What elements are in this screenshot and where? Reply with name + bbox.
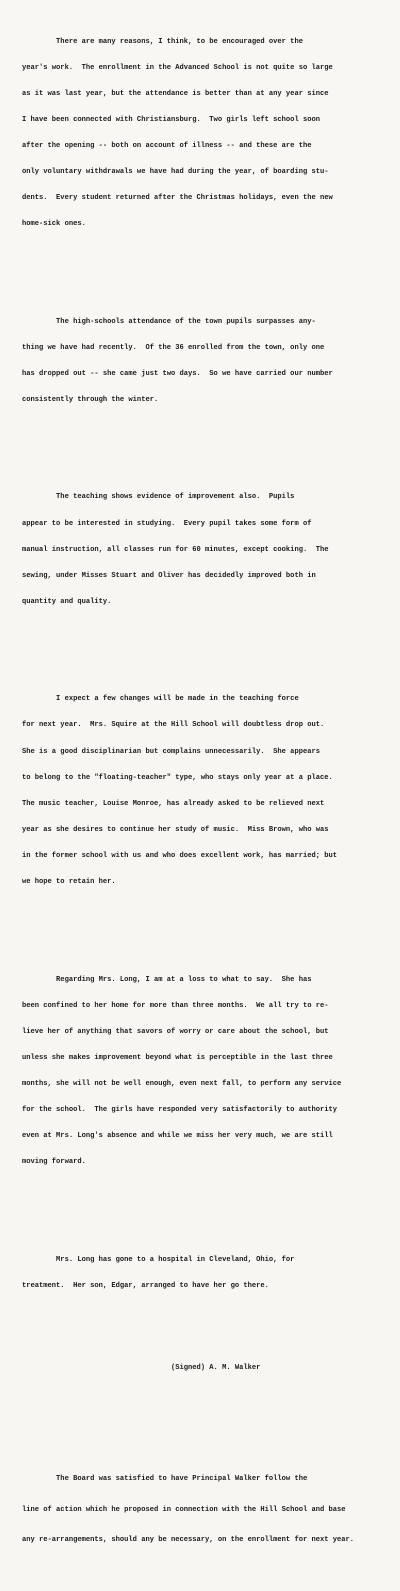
text-line: moving forward. bbox=[22, 1158, 86, 1167]
text-line: The Board was satisfied to have Principal Walker follow the bbox=[22, 1474, 308, 1483]
typewritten-letter bbox=[22, 0, 394, 1591]
text-line: any re-arrangements, should any be necessary, on the enrollment for next year. bbox=[22, 1536, 355, 1545]
text-line: unless she makes improvement beyond what is perceptible in the last three bbox=[22, 1053, 333, 1062]
paragraph-6 bbox=[22, 1238, 394, 1308]
paragraph-4 bbox=[22, 678, 394, 904]
paragraph-5 bbox=[22, 958, 394, 1184]
text-line: treatment. Her son, Edgar, arranged to have her go there. bbox=[22, 1281, 269, 1290]
text-line: year's work. The enrollment in the Advanced School is not quite so large bbox=[22, 63, 333, 72]
paragraph-gap bbox=[22, 1391, 394, 1404]
text-line: The teaching shows evidence of improvement also. Pupils bbox=[22, 493, 295, 502]
paragraph-gap bbox=[22, 1421, 394, 1430]
paragraph-gap bbox=[22, 1325, 394, 1338]
paragraph-2 bbox=[22, 300, 394, 422]
signature-line: (Signed) A. M. Walker bbox=[22, 1364, 261, 1373]
paragraph-7 bbox=[22, 1456, 394, 1565]
text-line: home-sick ones. bbox=[22, 220, 86, 229]
text-line: She is a good disciplinarian but complains unnecessarily. She appears bbox=[22, 747, 320, 756]
paragraph-gap bbox=[22, 922, 394, 933]
text-line: for next year. Mrs. Squire at the Hill School will doubtless drop out. bbox=[22, 721, 325, 730]
text-line: I expect a few changes will be made in the teaching force bbox=[22, 695, 299, 704]
text-line: only voluntary withdrawals we have had during the year, of boarding stu- bbox=[22, 167, 329, 176]
text-line: quantity and quality. bbox=[22, 597, 112, 606]
text-line: months, she will not be well enough, even next fall, to perform any service bbox=[22, 1079, 342, 1088]
paragraph-1 bbox=[22, 20, 394, 246]
text-line: been confined to her home for more than three months. We all try to re- bbox=[22, 1001, 329, 1010]
text-line: thing we have had recently. Of the 36 enrolled from the town, only one bbox=[22, 343, 325, 352]
paragraph-gap bbox=[22, 641, 394, 652]
text-line: Regarding Mrs. Long, I am at a loss to what to say. She has bbox=[22, 975, 312, 984]
text-line: sewing, under Misses Stuart and Oliver has decidedly improved both in bbox=[22, 571, 316, 580]
text-line: There are many reasons, I think, to be encouraged over the bbox=[22, 37, 303, 46]
text-line: Mrs. Long has gone to a hospital in Cleveland, Ohio, for bbox=[22, 1255, 295, 1264]
text-line: for the school. The girls have responded very satisfactorily to authority bbox=[22, 1106, 338, 1115]
text-line: I have been connected with Christiansburg. Two girls left school soon bbox=[22, 115, 320, 124]
text-line: we hope to retain her. bbox=[22, 878, 116, 887]
text-line: dents. Every student returned after the Christmas holidays, even the new bbox=[22, 194, 333, 203]
text-line: The high-schools attendance of the town pupils surpasses any- bbox=[22, 317, 316, 326]
paragraph-3 bbox=[22, 476, 394, 624]
text-line: even at Mrs. Long's absence and while we miss her very much, we are still bbox=[22, 1132, 333, 1141]
text-line: consistently through the winter. bbox=[22, 395, 159, 404]
text-line: as it was last year, but the attendance is better than at any year since bbox=[22, 89, 329, 98]
text-line: in the former school with us and who does excellent work, has married; but bbox=[22, 851, 338, 860]
text-line: appear to be interested in studying. Every pupil takes some form of bbox=[22, 519, 312, 528]
text-line: to belong to the "floating-teacher" type, who stays only year at a place. bbox=[22, 773, 333, 782]
paragraph-gap bbox=[22, 439, 394, 450]
text-line: The music teacher, Louise Monroe, has already asked to be relieved next bbox=[22, 799, 325, 808]
text-line: after the opening -- both on account of illness -- and these are the bbox=[22, 141, 312, 150]
text-line: lieve her of anything that savors of worry or care about the school, but bbox=[22, 1027, 329, 1036]
text-line: year as she desires to continue her study of music. Miss Brown, who was bbox=[22, 825, 329, 834]
text-line: line of action which he proposed in connection with the Hill School and base bbox=[22, 1505, 346, 1514]
text-line: has dropped out -- she came just two days. So we have carried our number bbox=[22, 369, 333, 378]
paragraph-gap bbox=[22, 1202, 394, 1213]
text-line: manual instruction, all classes run for 60 minutes, except cooking. The bbox=[22, 545, 329, 554]
paragraph-gap bbox=[22, 264, 394, 275]
